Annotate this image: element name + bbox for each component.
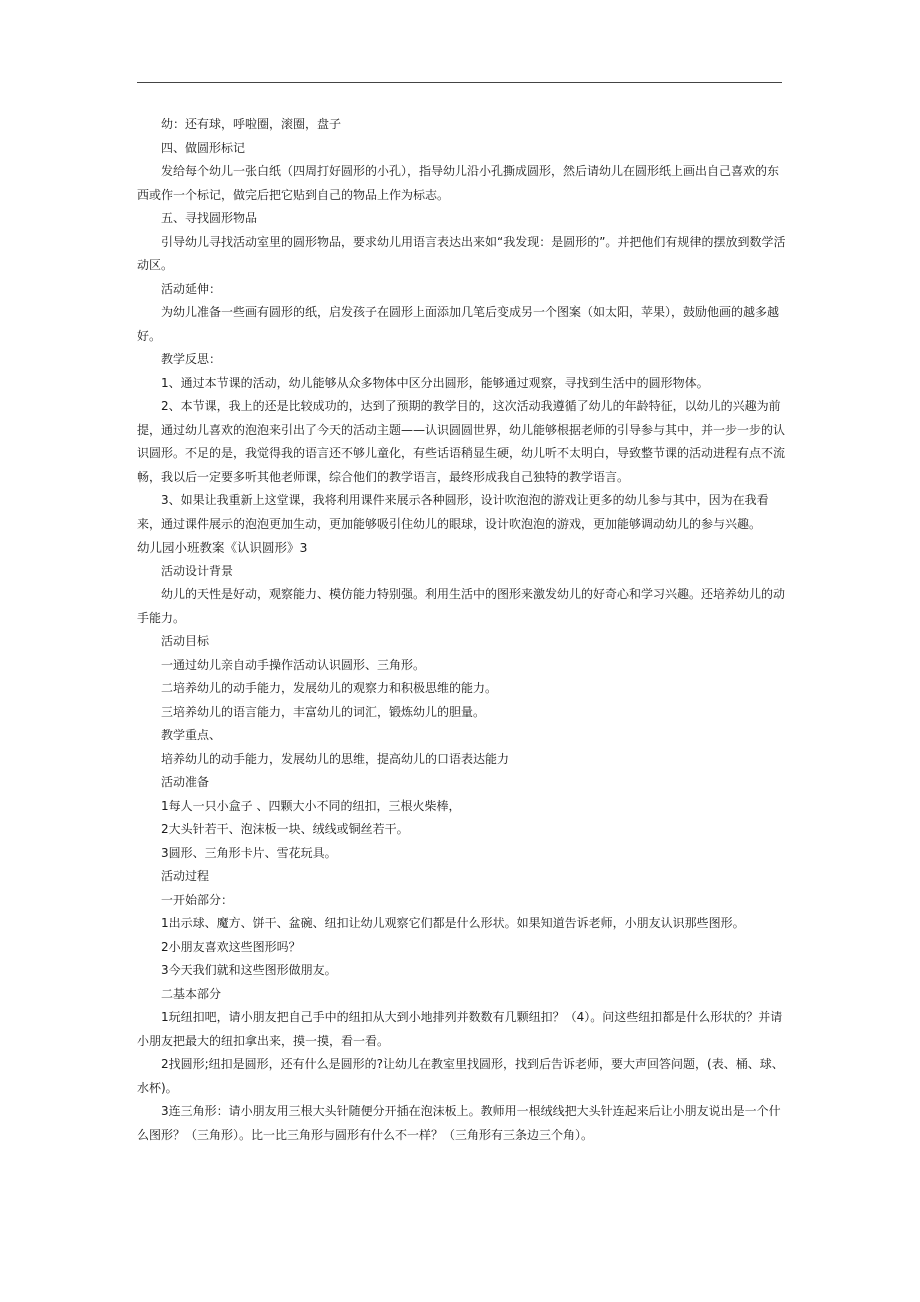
paragraph: 幼儿的天性是好动，观察能力、模仿能力特别强。利用生活中的图形来激发幼儿的好奇心和学习兴趣。还培养幼儿的动手能力。	[137, 587, 786, 625]
paragraph: 幼：还有球，呼啦圈，滚圈，盘子	[161, 117, 342, 131]
paragraph: 2找圆形;纽扣是圆形，还有什么是圆形的?让幼儿在教室里找圆形，找到后告诉老师，要大声回答问题，(表、桶、球、水杯)。	[137, 1057, 784, 1095]
paragraph: 二培养幼儿的动手能力，发展幼儿的观察力和积极思维的能力。	[161, 681, 498, 695]
paragraph: 1每人一只小盒子 、四颗大小不同的纽扣，三根火柴棒，	[161, 798, 461, 813]
paragraph: 引导幼儿寻找活动室里的圆形物品，要求幼儿用语言表达出来如“我发现：是圆形的”。并把他们有规律的摆放到数学活动区。	[137, 234, 786, 272]
paragraph: 三培养幼儿的语言能力，丰富幼儿的词汇，锻炼幼儿的胆量。	[161, 704, 486, 719]
section-heading: 活动准备	[161, 775, 210, 789]
paragraph: 2大头针若干、泡沫板一块、绒线或铜丝若干。	[161, 822, 409, 836]
paragraph: 一通过幼儿亲自动手操作活动认识圆形、三角形。	[161, 657, 426, 672]
paragraph: 培养幼儿的动手能力，发展幼儿的思维，提高幼儿的口语表达能力	[161, 751, 510, 766]
section-heading: 二基本部分	[161, 986, 222, 1001]
section-heading: 活动目标	[161, 634, 210, 648]
section-heading: 教学重点、	[161, 728, 222, 742]
section-heading: 活动过程	[161, 869, 210, 883]
paragraph: 3今天我们就和这些图形做朋友。	[161, 963, 337, 977]
section-heading: 教学反思：	[161, 352, 222, 366]
paragraph: 2、本节课，我上的还是比较成功的，达到了预期的教学目的，这次活动我遵循了幼儿的年龄特征，以幼儿的兴趣为前提，通过幼儿喜欢的泡泡来引出了今天的活动主题——认识圆圆世界，幼儿能够根据老师的引导参与其中，并一步一步的认识圆形。不足的是，我觉得我的语言还不够儿童化，有些话语稍显生硬，幼儿听不太明白，导致整节课的活动进程有点不流畅，我以后一定要多听其他老师课，综合他们的教学语言，最终形成我自己独特的教学语言。	[137, 399, 786, 484]
section-heading: 四、做圆形标记	[161, 140, 246, 155]
section-heading: 活动延伸：	[161, 281, 222, 296]
paragraph: 2小朋友喜欢这些图形吗？	[161, 939, 301, 954]
paragraph: 为幼儿准备一些画有圆形的纸，启发孩子在圆形上面添加几笔后变成另一个图案（如太阳，苹果），鼓励他画的越多越好。	[137, 305, 780, 343]
paragraph: 3连三角形：请小朋友用三根大头针随便分开插在泡沫板上。教师用一根绒线把大头针连起来后让小朋友说出是一个什么图形？（三角形）。比一比三角形与圆形有什么不一样？（三角形有三条边三个角）。	[137, 1104, 781, 1142]
paragraph: 1出示球、魔方、饼干、盆碗、纽扣让幼儿观察它们都是什么形状。如果知道告诉老师，小朋友认识那些图形。	[161, 916, 745, 930]
document-body	[137, 113, 789, 1147]
section-heading: 五、寻找圆形物品	[161, 211, 258, 225]
header-rule	[137, 82, 782, 83]
paragraph: 3、如果让我重新上这堂课，我将利用课件来展示各种圆形，设计吹泡泡的游戏让更多的幼儿参与其中，因为在我看来，通过课件展示的泡泡更加生动，更加能够吸引住幼儿的眼球，设计吹泡泡的游戏，更加能够调动幼儿的参与兴趣。	[137, 493, 769, 531]
lesson-title: 幼儿园小班教案《认识圆形》3	[137, 540, 308, 555]
section-heading: 活动设计背景	[161, 563, 234, 578]
section-heading: 一开始部分：	[161, 892, 234, 907]
paragraph: 3圆形、三角形卡片、雪花玩具。	[161, 845, 337, 860]
paragraph: 1玩纽扣吧，请小朋友把自己手中的纽扣从大到小地排列并数数有几颗纽扣？（4）。问这些纽扣都是什么形状的？并请小朋友把最大的纽扣拿出来，摸一摸，看一看。	[137, 1010, 783, 1048]
paragraph: 1、通过本节课的活动，幼儿能够从众多物体中区分出圆形，能够通过观察，寻找到生活中的圆形物体。	[161, 375, 709, 390]
paragraph: 发给每个幼儿一张白纸（四周打好圆形的小孔），指导幼儿沿小孔撕成圆形，然后请幼儿在圆形纸上画出自己喜欢的东西或作一个标记，做完后把它贴到自己的物品上作为标志。	[137, 164, 780, 202]
